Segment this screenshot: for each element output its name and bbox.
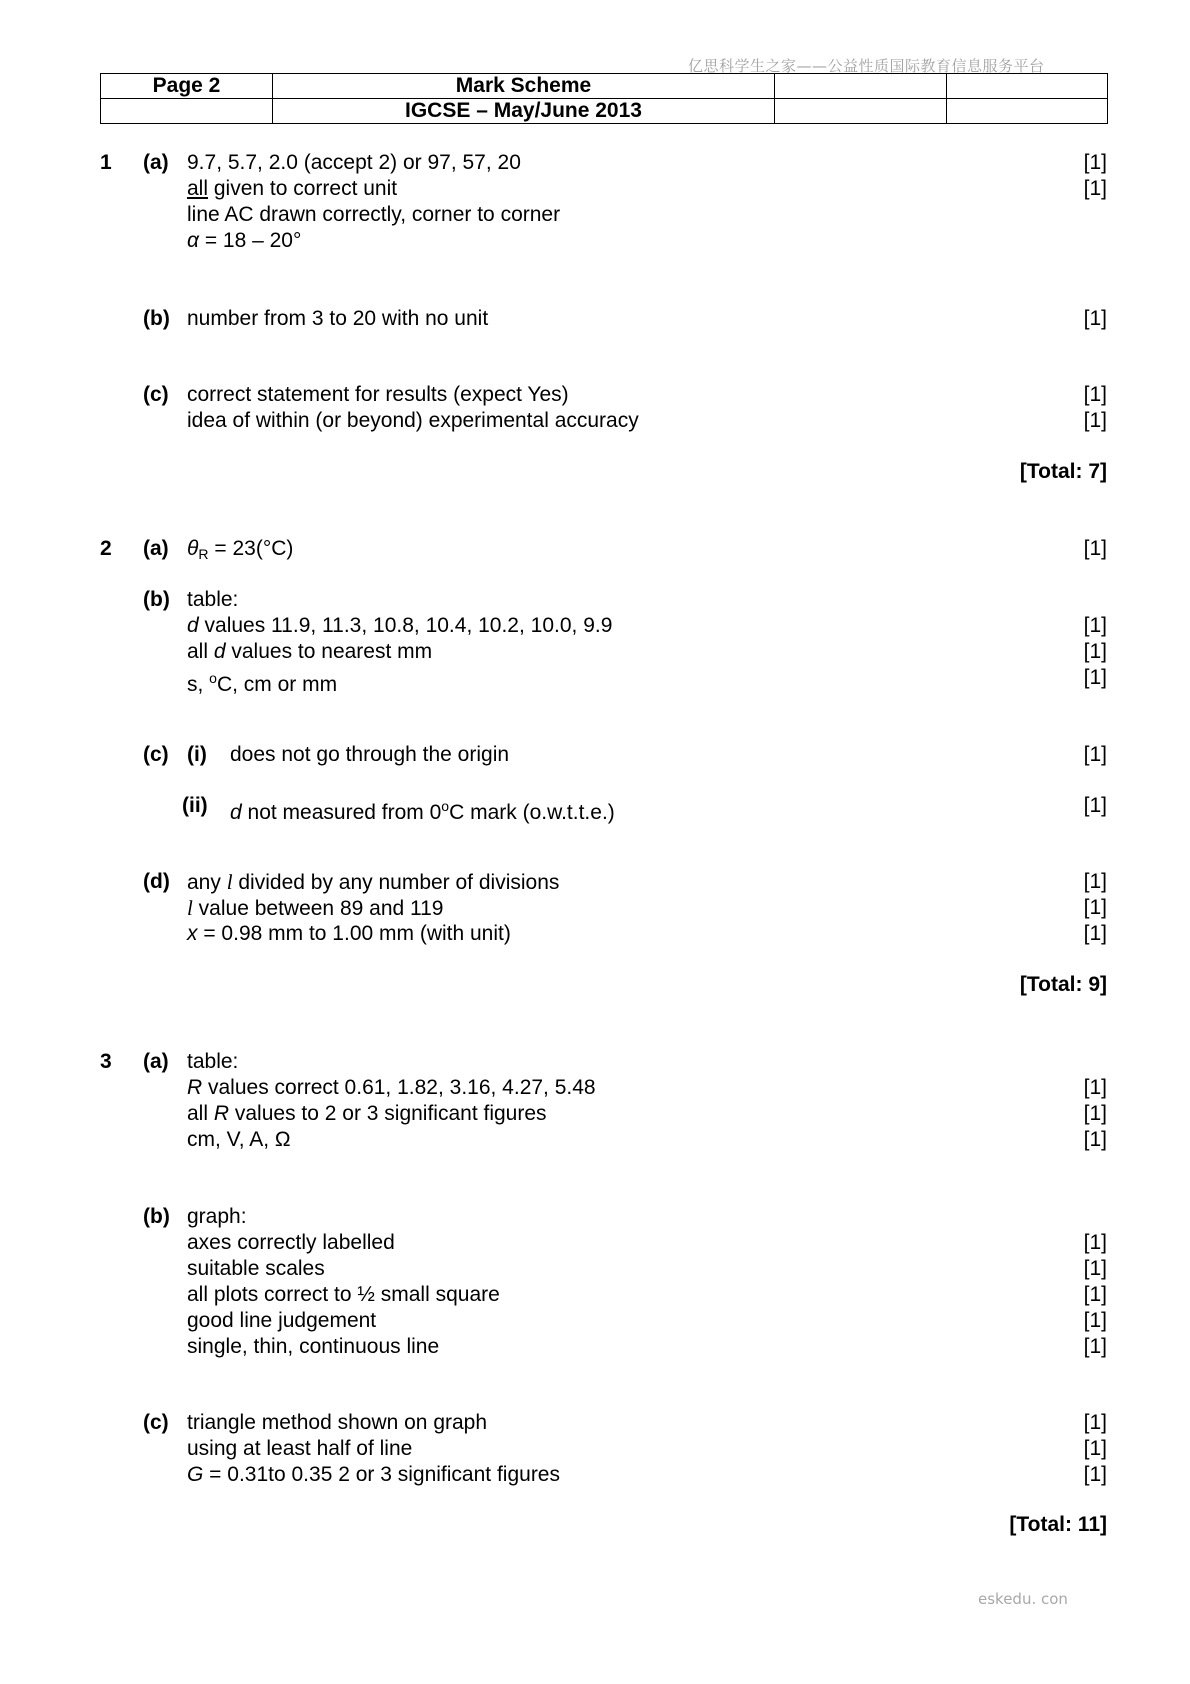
underlined-word: all xyxy=(187,177,209,200)
mark: [1] xyxy=(1083,1128,1107,1151)
mark: [1] xyxy=(1083,177,1107,200)
symbol-x: x xyxy=(187,922,198,945)
mark: [1] xyxy=(1083,1437,1107,1460)
mark: [1] xyxy=(1083,409,1107,432)
answer-line xyxy=(230,793,615,824)
symbol-R: R xyxy=(213,1102,230,1125)
answer-text: given to correct unit xyxy=(208,177,398,200)
answer-text: all xyxy=(187,1102,214,1125)
answer-line: axes correctly labelled xyxy=(187,1231,395,1254)
question-number: 2 xyxy=(100,537,112,560)
question-total: [Total: 7] xyxy=(1019,460,1107,483)
answer-line xyxy=(187,639,432,665)
mark: [1] xyxy=(1083,1283,1107,1306)
mark: [1] xyxy=(1083,640,1107,663)
header-blank-cell xyxy=(775,99,947,124)
answer-text: value between 89 and 119 xyxy=(192,897,444,920)
answer-text: any xyxy=(187,871,227,894)
answer-line xyxy=(187,228,301,254)
answer-line xyxy=(187,536,293,562)
watermark-bottom: eskedu. con xyxy=(978,1590,1068,1608)
question-number: 3 xyxy=(100,1050,112,1073)
symbol-l: l xyxy=(226,870,233,894)
answer-text: values 11.9, 11.3, 10.8, 10.4, 10.2, 10.0, 9.9 xyxy=(198,614,613,637)
answer-line: line AC drawn correctly, corner to corner xyxy=(187,203,561,226)
symbol-theta: θ xyxy=(187,537,199,560)
answer-line xyxy=(187,613,612,639)
mark: [1] xyxy=(1083,614,1107,637)
part-label: (a) xyxy=(143,151,169,174)
mark: [1] xyxy=(1083,1463,1107,1486)
mark: [1] xyxy=(1083,1231,1107,1254)
mark: [1] xyxy=(1083,896,1107,919)
answer-line: cm, V, A, Ω xyxy=(187,1128,291,1151)
header-blank-cell xyxy=(947,99,1108,124)
mark: [1] xyxy=(1083,794,1107,817)
mark: [1] xyxy=(1083,743,1107,766)
mark: [1] xyxy=(1083,922,1107,945)
page-number: Page 2 xyxy=(101,74,273,99)
symbol-G: G xyxy=(187,1463,204,1486)
answer-line: 9.7, 5.7, 2.0 (accept 2) or 97, 57, 20 xyxy=(187,151,521,174)
part-label: (c) xyxy=(143,383,169,406)
answer-line: table: xyxy=(187,588,239,611)
part-label: (b) xyxy=(143,307,170,330)
mark: [1] xyxy=(1083,1102,1107,1125)
mark: [1] xyxy=(1083,1076,1107,1099)
answer-text: not measured from 0 xyxy=(241,801,442,824)
symbol-R: R xyxy=(187,1076,203,1099)
answer-line: using at least half of line xyxy=(187,1437,413,1460)
answer-line xyxy=(187,895,444,921)
mark: [1] xyxy=(1083,383,1107,406)
part-label: (d) xyxy=(143,870,170,893)
symbol-d: d xyxy=(230,801,242,824)
part-label: (c) xyxy=(143,1411,169,1434)
answer-line: all plots correct to ½ small square xyxy=(187,1283,500,1306)
answer-line: triangle method shown on graph xyxy=(187,1411,488,1434)
symbol-l: l xyxy=(187,896,193,920)
answer-line xyxy=(187,1075,596,1101)
answer-text: C mark (o.w.t.t.e.) xyxy=(449,801,615,824)
answer-line xyxy=(187,665,338,696)
answer-text: values to nearest mm xyxy=(225,640,433,663)
part-label: (b) xyxy=(143,1205,170,1228)
subpart-label: (i) xyxy=(187,743,207,766)
answer-line: does not go through the origin xyxy=(230,743,510,766)
mark: [1] xyxy=(1083,666,1107,689)
degree-symbol: o xyxy=(441,798,450,814)
answer-line: suitable scales xyxy=(187,1257,325,1280)
subpart-label: (ii) xyxy=(182,794,208,817)
part-label: (c) xyxy=(143,743,169,766)
answer-text: values correct 0.61, 1.82, 3.16, 4.27, 5.48 xyxy=(202,1076,596,1099)
document-title: Mark Scheme xyxy=(273,74,775,99)
degree-symbol: o xyxy=(209,670,217,686)
mark: [1] xyxy=(1083,151,1107,174)
answer-line xyxy=(187,176,397,202)
mark: [1] xyxy=(1083,1309,1107,1332)
answer-line: single, thin, continuous line xyxy=(187,1335,440,1358)
question-total: [Total: 9] xyxy=(1019,973,1107,996)
answer-line: table: xyxy=(187,1050,239,1073)
answer-text: C, cm or mm xyxy=(216,673,338,696)
symbol-alpha: α xyxy=(187,229,199,252)
answer-line xyxy=(187,869,559,895)
header-blank-cell xyxy=(947,74,1108,99)
part-label: (a) xyxy=(143,1050,169,1073)
answer-line: good line judgement xyxy=(187,1309,377,1332)
header-blank-cell xyxy=(101,99,273,124)
symbol-d: d xyxy=(187,614,199,637)
answer-text: = 23(°C) xyxy=(208,537,294,560)
question-total: [Total: 11] xyxy=(1009,1513,1107,1536)
answer-line: number from 3 to 20 with no unit xyxy=(187,307,489,330)
answer-text: = 0.98 mm to 1.00 mm (with unit) xyxy=(197,922,511,945)
answer-line xyxy=(187,1462,560,1488)
mark: [1] xyxy=(1083,537,1107,560)
answer-text: = 18 – 20° xyxy=(198,229,302,252)
mark: [1] xyxy=(1083,1411,1107,1434)
answer-text: = 0.31to 0.35 2 or 3 significant figures xyxy=(203,1463,560,1486)
part-label: (b) xyxy=(143,588,170,611)
answer-text: s, xyxy=(187,673,210,696)
answer-line: idea of within (or beyond) experimental accuracy xyxy=(187,409,639,432)
exam-session: IGCSE – May/June 2013 xyxy=(273,99,775,124)
answer-text: all xyxy=(187,640,214,663)
symbol-d: d xyxy=(213,640,226,663)
header-table xyxy=(100,73,1108,124)
mark: [1] xyxy=(1083,870,1107,893)
part-label: (a) xyxy=(143,537,169,560)
mark: [1] xyxy=(1083,1257,1107,1280)
mark: [1] xyxy=(1083,307,1107,330)
answer-line xyxy=(187,1101,547,1127)
answer-line: graph: xyxy=(187,1205,247,1228)
answer-line: correct statement for results (expect Yes) xyxy=(187,383,569,406)
answer-text: values to 2 or 3 significant figures xyxy=(229,1102,547,1125)
answer-line xyxy=(187,921,511,947)
answer-text: divided by any number of divisions xyxy=(232,871,560,894)
question-number: 1 xyxy=(100,151,112,174)
mark: [1] xyxy=(1083,1335,1107,1358)
subscript: R xyxy=(198,546,209,562)
watermark-top: 亿思科学生之家——公益性质国际教育信息服务平台 xyxy=(688,57,1045,75)
header-blank-cell xyxy=(775,74,947,99)
